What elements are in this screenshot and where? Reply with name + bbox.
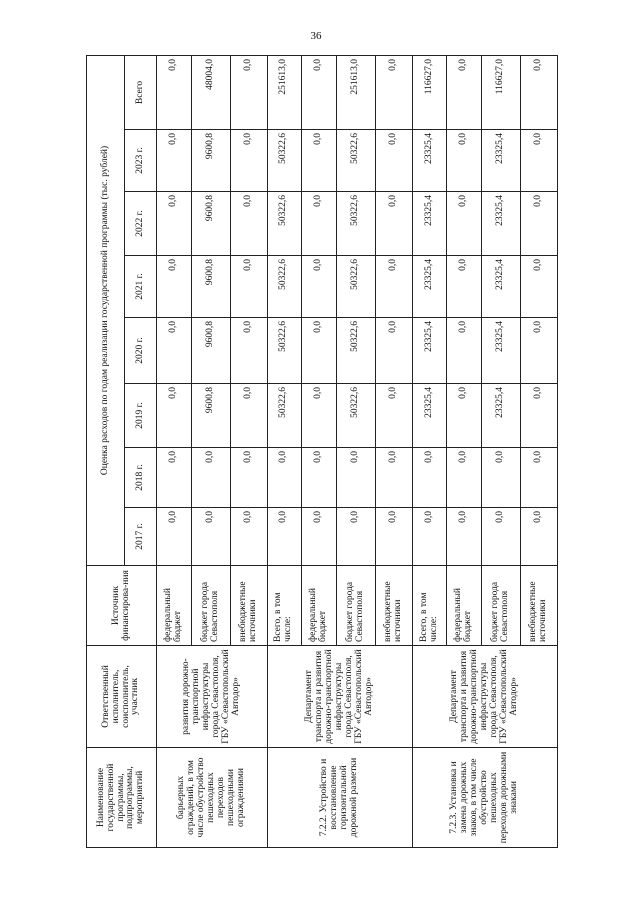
value-cell: 0,0: [336, 448, 375, 508]
value-cell: 0,0: [267, 448, 302, 508]
funding-source: федеральный бюджет: [447, 566, 482, 646]
value-total: 0,0: [375, 55, 412, 129]
value-cell: 0,0: [521, 130, 558, 192]
value-cell: 0,0: [447, 256, 482, 318]
header-year: 2020 г.: [125, 318, 157, 384]
value-cell: 0,0: [230, 384, 267, 448]
value-cell: 0,0: [481, 448, 520, 508]
value-cell: 0,0: [157, 192, 192, 256]
value-cell: 0,0: [157, 318, 192, 384]
value-cell: 0,0: [230, 508, 267, 566]
value-cell: 50322,6: [267, 192, 302, 256]
value-cell: 0,0: [267, 508, 302, 566]
value-cell: 0,0: [412, 508, 447, 566]
funding-source: федеральный бюджет: [302, 566, 337, 646]
value-cell: 0,0: [447, 130, 482, 192]
funding-source: федеральный бюджет: [157, 566, 192, 646]
value-cell: 0,0: [302, 448, 337, 508]
value-total: 0,0: [447, 55, 482, 129]
value-cell: 0,0: [191, 448, 230, 508]
value-cell: 0,0: [481, 508, 520, 566]
measure-name: 7.2.2. Устройство и восстановление горизонтальной дорожной разметки: [267, 748, 412, 848]
value-cell: 50322,6: [336, 130, 375, 192]
header-source: Источник финансирова-ния: [87, 566, 157, 646]
value-total: 0,0: [521, 55, 558, 129]
value-cell: 0,0: [412, 448, 447, 508]
funding-source: внебюджетные источники: [375, 566, 412, 646]
header-responsible: Ответственный исполнитель, соисполнитель, участник: [87, 646, 157, 748]
value-cell: 0,0: [375, 192, 412, 256]
budget-table: [86, 55, 558, 848]
measure-name: барьерных ограждений, в том числе обустройство пешеходных переходов пешеходными ограждениями: [157, 748, 268, 848]
value-cell: 0,0: [375, 384, 412, 448]
value-cell: 0,0: [302, 130, 337, 192]
table-body: [157, 55, 558, 847]
rotated-table-wrapper: [86, 56, 558, 848]
responsible-executor: Департамент транспорта и развития дорожно-транспортной инфраструктуры города Севастополя, ГБУ «Севастопольский Автодор»: [412, 646, 557, 748]
header-total: Всего: [125, 55, 157, 129]
value-cell: 0,0: [375, 256, 412, 318]
header-year: 2021 г.: [125, 256, 157, 318]
value-cell: 0,0: [302, 192, 337, 256]
value-cell: 0,0: [375, 508, 412, 566]
value-cell: 23325,4: [412, 130, 447, 192]
value-total: 116627,0: [481, 55, 520, 129]
table-header: [87, 55, 157, 847]
value-cell: 0,0: [521, 318, 558, 384]
value-cell: 50322,6: [336, 318, 375, 384]
value-cell: 0,0: [302, 508, 337, 566]
header-name: Наименование государственной программы, подпрограммы, мероприятий: [87, 748, 157, 848]
value-cell: 0,0: [302, 318, 337, 384]
value-cell: 0,0: [157, 508, 192, 566]
table-row: [267, 55, 302, 847]
responsible-executor: Департамент транспорта и развития дорожно-транспортной инфраструктуры города Севастополя, ГБУ «Севастопольский Автодор»: [267, 646, 412, 748]
funding-source: бюджет города Севастополя: [336, 566, 375, 646]
value-total: 0,0: [230, 55, 267, 129]
header-year: 2017 г.: [125, 508, 157, 566]
header-estimate: Оценка расходов по годам реализации государственной программы (тыс. рублей): [87, 55, 125, 565]
value-cell: 23325,4: [481, 192, 520, 256]
value-cell: 0,0: [375, 318, 412, 384]
responsible-executor: развития дорожно-транспортной инфраструктуры города Севастополя, ГБУ «Севастопольский Автодор»: [157, 646, 268, 748]
page-number: 36: [310, 30, 322, 42]
value-cell: 0,0: [230, 318, 267, 384]
value-cell: 0,0: [336, 508, 375, 566]
value-cell: 0,0: [157, 130, 192, 192]
value-cell: 23325,4: [412, 318, 447, 384]
value-cell: 0,0: [230, 192, 267, 256]
value-cell: 0,0: [230, 448, 267, 508]
value-cell: 50322,6: [267, 318, 302, 384]
value-total: 0,0: [302, 55, 337, 129]
value-cell: 0,0: [157, 384, 192, 448]
value-cell: 9600,8: [191, 318, 230, 384]
funding-source: Всего, в том числе:: [412, 566, 447, 646]
value-cell: 9600,8: [191, 130, 230, 192]
value-total: 0,0: [157, 55, 192, 129]
value-cell: 0,0: [521, 384, 558, 448]
value-total: 251613,0: [336, 55, 375, 129]
value-cell: 50322,6: [336, 192, 375, 256]
value-cell: 0,0: [230, 256, 267, 318]
value-cell: 9600,8: [191, 192, 230, 256]
value-cell: 23325,4: [412, 192, 447, 256]
funding-source: внебюджетные источники: [230, 566, 267, 646]
value-cell: 9600,8: [191, 384, 230, 448]
value-cell: 0,0: [157, 256, 192, 318]
value-cell: 23325,4: [412, 256, 447, 318]
funding-source: бюджет города Севастополя: [191, 566, 230, 646]
funding-source: Всего, в том числе:: [267, 566, 302, 646]
value-cell: 23325,4: [481, 384, 520, 448]
value-cell: 0,0: [375, 448, 412, 508]
value-cell: 0,0: [447, 508, 482, 566]
header-year: 2022 г.: [125, 192, 157, 256]
value-cell: 0,0: [230, 130, 267, 192]
value-cell: 0,0: [447, 448, 482, 508]
value-cell: 0,0: [521, 448, 558, 508]
measure-name: 7.2.3. Установка и замена дорожных знаков, в том числе обустройство пешеходных переходов дорожными знаками: [412, 748, 557, 848]
value-cell: 0,0: [447, 384, 482, 448]
value-cell: 23325,4: [412, 384, 447, 448]
value-cell: 50322,6: [336, 384, 375, 448]
value-cell: 0,0: [375, 130, 412, 192]
value-cell: 0,0: [157, 448, 192, 508]
value-cell: 0,0: [302, 256, 337, 318]
header-year: 2018 г.: [125, 448, 157, 508]
value-cell: 0,0: [447, 192, 482, 256]
value-cell: 50322,6: [267, 256, 302, 318]
value-cell: 0,0: [302, 384, 337, 448]
value-cell: 23325,4: [481, 318, 520, 384]
value-cell: 0,0: [521, 508, 558, 566]
value-cell: 23325,4: [481, 256, 520, 318]
table-row: [157, 55, 192, 847]
value-cell: 50322,6: [336, 256, 375, 318]
header-year: 2019 г.: [125, 384, 157, 448]
value-cell: 50322,6: [267, 130, 302, 192]
value-total: 48004,0: [191, 55, 230, 129]
table-row: [412, 55, 447, 847]
value-total: 116627,0: [412, 55, 447, 129]
value-cell: 0,0: [447, 318, 482, 384]
funding-source: бюджет города Севастополя: [481, 566, 520, 646]
value-cell: 0,0: [521, 256, 558, 318]
value-total: 251613,0: [267, 55, 302, 129]
value-cell: 0,0: [191, 508, 230, 566]
value-cell: 50322,6: [267, 384, 302, 448]
funding-source: внебюджетные источники: [521, 566, 558, 646]
value-cell: 23325,4: [481, 130, 520, 192]
header-year: 2023 г.: [125, 130, 157, 192]
value-cell: 0,0: [521, 192, 558, 256]
value-cell: 9600,8: [191, 256, 230, 318]
